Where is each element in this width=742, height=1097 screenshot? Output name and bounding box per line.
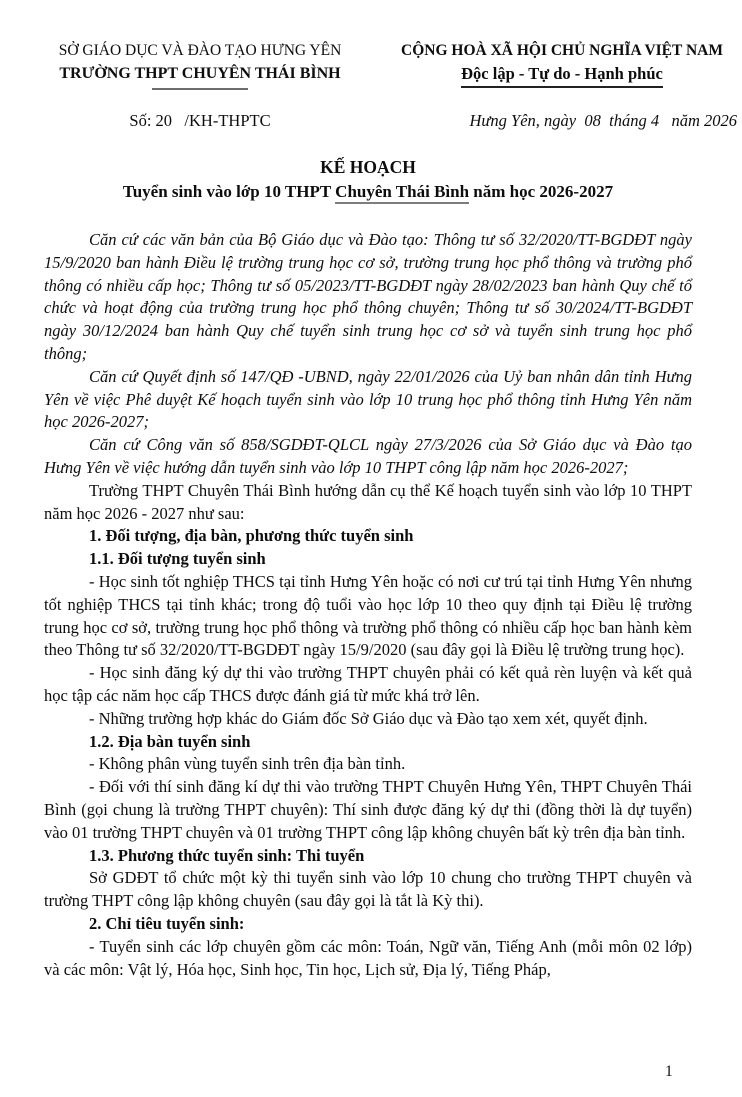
section-heading: 1.2. Địa bàn tuyển sinh [89,731,251,751]
title-block [44,156,692,204]
document-number: Số: 20 /KH-THPTC [129,111,271,130]
national-motto: Độc lập - Tự do - Hạnh phúc [461,62,663,88]
paragraph: Căn cứ các văn bản của Bộ Giáo dục và Đào tạo: Thông tư số 32/2020/TT-BGDĐT ngày 15/9/2020 ban hành Điều lệ trường trung học cơ sở, trường trung học phổ thông và trường phổ thông có nhiều cấp học; Thông tư số 05/2023/TT-BGDĐT ngày 28/02/2023 ban hành Quy chế tổ chức và hoạt động của trường trung học phổ thông chuyên; Thông tư số 30/2024/TT-BGDĐT ngày 30/12/2024 ban hành Quy chế tuyển sinh trung học cơ sở và tuyển sinh trung học phổ thông; [44,230,692,363]
section-heading: 1.3. Phương thức tuyển sinh: Thi tuyển [89,845,365,865]
school-name-rule [152,88,248,90]
document-title: KẾ HOẠCH [320,157,416,177]
national-motto-block [387,40,737,88]
document-body [44,229,692,981]
document-header [44,40,723,90]
org-name: SỞ GIÁO DỤC VÀ ĐÀO TẠO HƯNG YÊN [58,42,342,59]
country-name: CỘNG HOÀ XÃ HỘI CHỦ NGHĨA VIỆT NAM [401,42,723,59]
paragraph: Trường THPT Chuyên Thái Bình hướng dẫn cụ thể Kế hoạch tuyển sinh vào lớp 10 THPT năm học 2026 - 2027 như sau: [44,480,692,523]
section-heading: 1.1. Đối tượng tuyển sinh [89,549,266,569]
page-number: 1 [665,1063,673,1080]
school-name: TRƯỜNG THPT CHUYÊN THÁI BÌNH [59,65,341,82]
reference-row [44,111,737,131]
paragraph: Căn cứ Quyết định số 147/QĐ -UBND, ngày 22/01/2026 của Uỷ ban nhân dân tỉnh Hưng Yên về việc Phê duyệt Kế hoạch tuyển sinh vào lớp 10 trung học phổ thông tỉnh Hưng Yên năm học 2026-2027; [44,366,692,432]
subtitle-underlined-part: Chuyên Thái Bình [335,182,469,204]
paragraph: - Những trường hợp khác do Giám đốc Sở Giáo dục và Đào tạo xem xét, quyết định. [89,708,648,728]
paragraph: Sở GDĐT tổ chức một kỳ thi tuyển sinh vào lớp 10 chung cho trường THPT chuyên và trường THPT công lập không chuyên (sau đây gọi là tắt là Kỳ thi). [44,868,692,911]
paragraph: - Học sinh đăng ký dự thi vào trường THPT chuyên phải có kết quả rèn luyện và kết quả học tập các năm học cấp THCS được đánh giá từ mức khá trở lên. [44,663,692,705]
section-heading: 2. Chỉ tiêu tuyển sinh: [89,913,245,933]
place-and-date: Hưng Yên, ngày 08 tháng 4 năm 2026 [469,111,737,130]
paragraph: - Không phân vùng tuyển sinh trên địa bàn tỉnh. [89,754,406,774]
paragraph: Căn cứ Công văn số 858/SGDĐT-QLCL ngày 27/3/2026 của Sở Giáo dục và Đào tạo Hưng Yên về việc hướng dẫn tuyển sinh vào lớp 10 THPT công lập năm học 2026-2027; [44,435,692,477]
subtitle-before: Tuyển sinh vào lớp 10 THPT [122,182,336,201]
section-heading: 1. Đối tượng, địa bàn, phương thức tuyển sinh [89,526,414,546]
subtitle-after: năm học 2026-2027 [469,182,614,201]
paragraph: - Đối với thí sinh đăng kí dự thi vào trường THPT Chuyên Hưng Yên, THPT Chuyên Thái Bình (gọi chung là trường THPT chuyên): Thí sinh được đăng ký dự thi (đồng thời là dự tuyển) vào 01 trường THPT chuyên và 01 trường THPT công lập không chuyên bất kỳ trên địa bàn tỉnh. [44,777,692,842]
paragraph: - Học sinh tốt nghiệp THCS tại tỉnh Hưng Yên hoặc có nơi cư trú tại tỉnh Hưng Yên nhưng tốt nghiệp THCS tại tỉnh khác; trong độ tuổi vào học lớp 10 theo quy định tại Điều lệ trường trung học cơ sở, trường trung học phổ thông và trường phổ thông có nhiều cấp học ban hành kèm theo Thông tư số 32/2020/TT-BGDĐT ngày 15/9/2020 (sau đây gọi là Điều lệ trường trung học). [44,571,692,660]
paragraph: - Tuyển sinh các lớp chuyên gồm các môn: Toán, Ngữ văn, Tiếng Anh (mỗi môn 02 lớp) và các môn: Vật lý, Hóa học, Sinh học, Tin học, Lịch sử, Địa lý, Tiếng Pháp, [44,936,692,979]
issuing-agency-block [44,40,356,90]
document-subtitle [44,180,692,204]
